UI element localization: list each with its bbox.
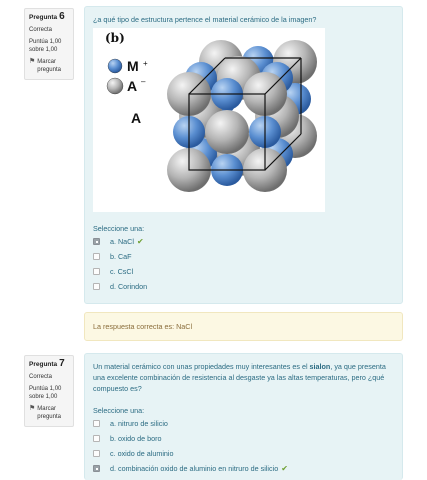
answer-option[interactable]: [93, 252, 132, 261]
question-status: Correcta: [29, 374, 53, 380]
option-label: c. oxido de aluminio: [110, 449, 174, 458]
question-score: Puntúa 1,00 sobre 1,00: [29, 386, 62, 400]
radio-unselected[interactable]: [93, 450, 100, 457]
question-status: Correcta: [29, 27, 53, 33]
cation-label: M: [127, 58, 139, 74]
answer-option[interactable]: [93, 464, 288, 473]
question-text: [93, 361, 395, 394]
check-icon: ✔: [136, 236, 144, 246]
radio-selected[interactable]: [93, 465, 100, 472]
question-score: Puntúa 1,00 sobre 1,00: [29, 39, 62, 53]
nacl-unit-cell: [93, 28, 325, 212]
radio-unselected[interactable]: [93, 253, 100, 260]
answer-option[interactable]: [93, 449, 174, 458]
flag-question-link[interactable]: [29, 58, 69, 74]
radio-selected[interactable]: [93, 238, 100, 245]
option-label: a. nitruro de silicio: [110, 419, 168, 428]
question-label: Pregunta: [29, 361, 58, 368]
anion-legend-icon: [107, 78, 123, 94]
radio-unselected[interactable]: [93, 268, 100, 275]
cation-legend-icon: [108, 59, 122, 73]
select-prompt: Seleccione una:: [93, 224, 145, 233]
radio-unselected[interactable]: [93, 420, 100, 427]
question-number: [29, 13, 69, 22]
question-number-value: 7: [59, 358, 65, 369]
answer-option[interactable]: [93, 267, 133, 276]
flag-label: Marcar pregunta: [37, 406, 61, 420]
option-label: a. NaCl: [110, 237, 134, 246]
anion-label: A: [127, 78, 138, 94]
answer-option[interactable]: [93, 282, 147, 291]
figure-caption: A: [131, 110, 142, 126]
flag-label: Marcar pregunta: [37, 59, 61, 73]
flag-icon: ⚑: [29, 405, 36, 412]
question-highlight: sialon: [309, 362, 331, 371]
answer-option[interactable]: [93, 434, 162, 443]
question-label: Pregunta: [29, 14, 58, 21]
check-icon: ✔: [281, 463, 288, 473]
answer-option[interactable]: [93, 237, 144, 246]
flag-question-link[interactable]: [29, 405, 69, 421]
cation-charge: +: [143, 59, 148, 68]
panel-label: (b): [105, 31, 125, 45]
option-label: c. CsCl: [110, 267, 134, 276]
question-number: [29, 360, 69, 369]
crystal-structure-image: [93, 28, 325, 212]
radio-unselected[interactable]: [93, 435, 100, 442]
option-label: d. Corindon: [110, 282, 148, 291]
radio-unselected[interactable]: [93, 283, 100, 290]
question-text-end: , ya que presenta una excelente combinación de resistencia al desgaste ya las altas temperaturas, pero ¿qué compuesto es?: [93, 362, 386, 393]
option-label: b. oxido de boro: [110, 434, 162, 443]
flag-icon: ⚑: [29, 58, 36, 65]
anion-charge: –: [141, 77, 146, 86]
question-number-value: 6: [59, 11, 65, 22]
answer-option[interactable]: [93, 419, 168, 428]
question-info-7: [24, 355, 74, 427]
question-text-start: Un material cerámico con unas propiedades muy interesantes es el: [93, 362, 310, 371]
question-text: ¿a qué tipo de estructura pertence el material cerámico de la imagen?: [93, 15, 317, 24]
option-label: b. CaF: [110, 252, 132, 261]
select-prompt: Seleccione una:: [93, 406, 145, 415]
question-info-6: [24, 8, 74, 80]
option-label: d. combinación oxido de aluminio en nitruro de silicio: [110, 464, 279, 473]
correct-answer-feedback: La respuesta correcta es: NaCl: [84, 312, 403, 341]
